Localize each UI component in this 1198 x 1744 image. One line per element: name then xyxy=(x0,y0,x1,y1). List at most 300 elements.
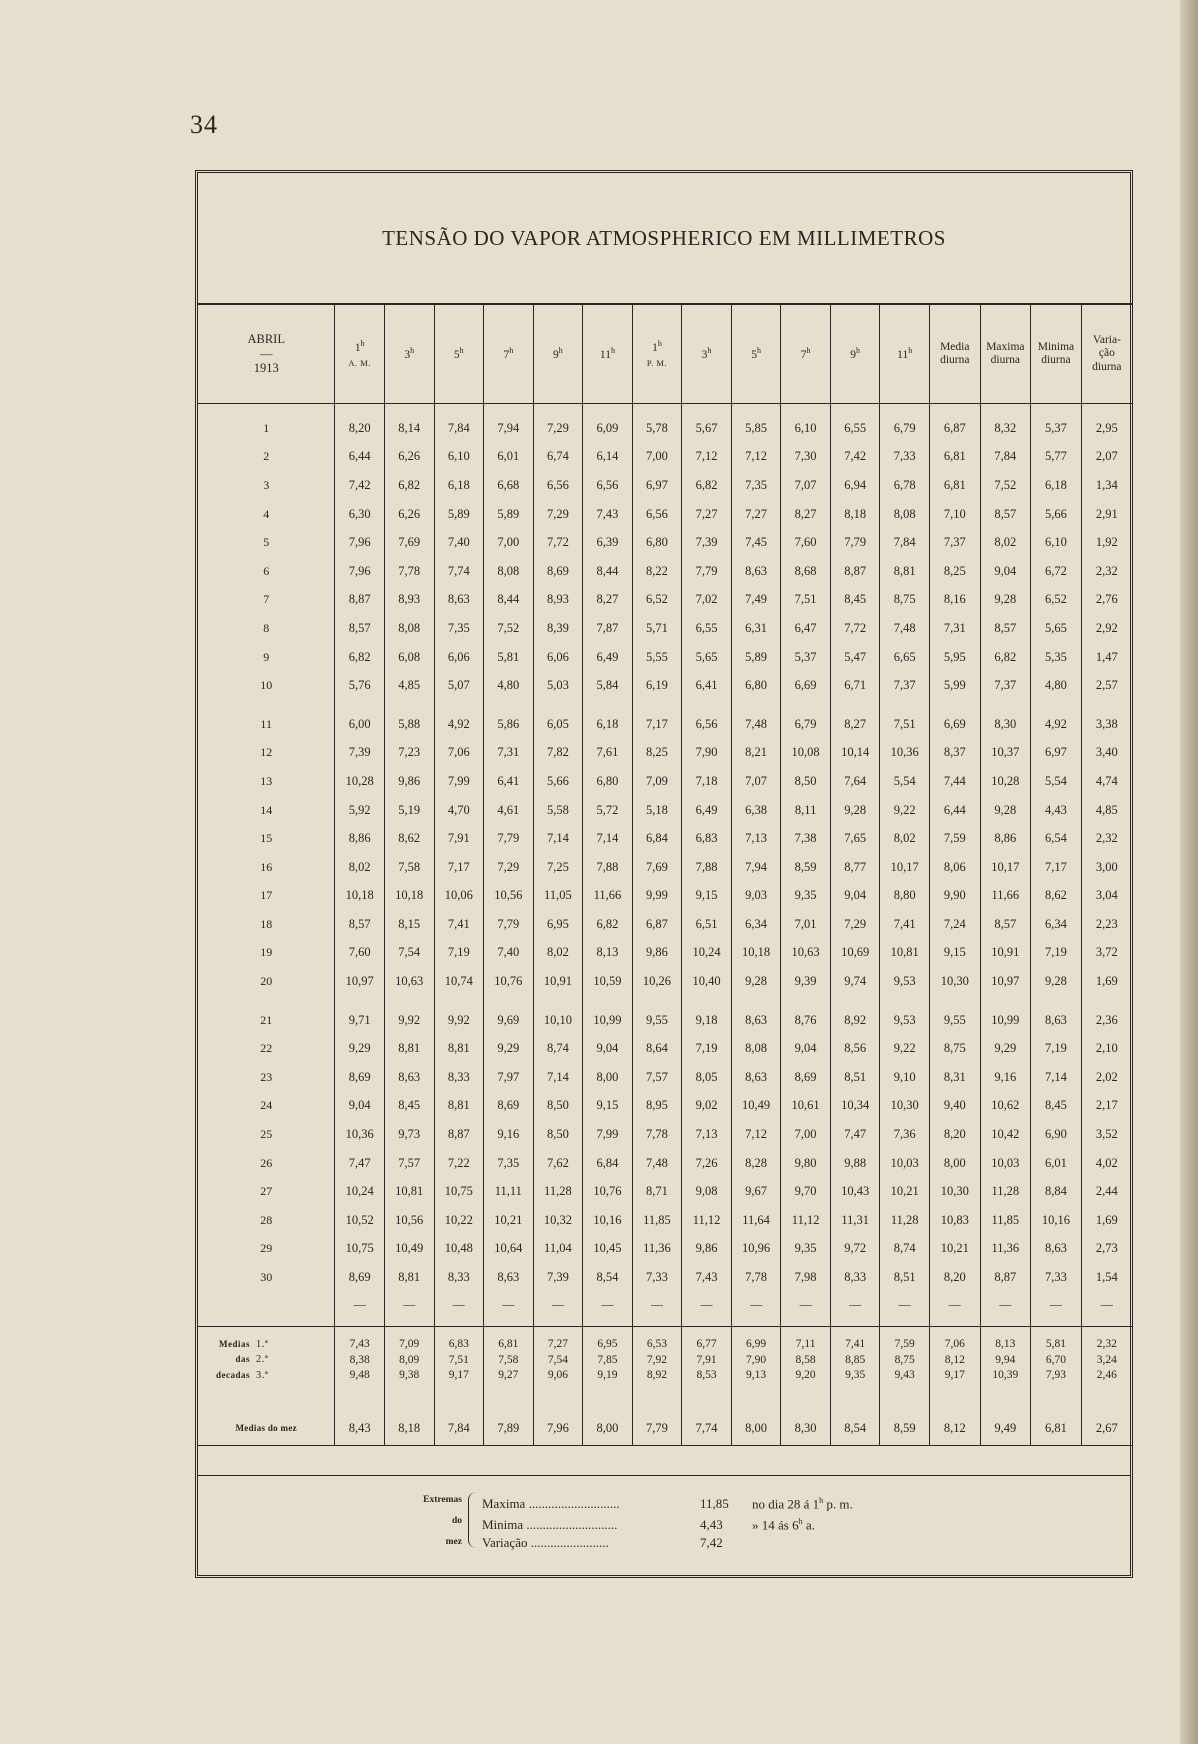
value-cell: 8,02 xyxy=(533,939,583,968)
day-cell: 8 xyxy=(263,620,270,635)
blank-cell xyxy=(830,700,880,710)
value-cell: 8,69 xyxy=(781,1063,831,1092)
blank-cell xyxy=(533,404,583,415)
value-cell: 6,31 xyxy=(731,614,781,643)
value-cell: 10,91 xyxy=(533,967,583,996)
day-cell: 23 xyxy=(260,1069,273,1084)
value-cell: 6,80 xyxy=(731,671,781,700)
value-cell: 5,92 xyxy=(335,796,385,825)
value-cell: 7,12 xyxy=(731,443,781,472)
value-cell: 9,35 xyxy=(781,882,831,911)
blank-cell xyxy=(1031,700,1082,710)
value-cell: 7,62 xyxy=(533,1149,583,1178)
value-cell: 8,51 xyxy=(880,1263,930,1292)
blank-cell xyxy=(980,404,1031,415)
value-cell: 8,63 xyxy=(731,557,781,586)
value-cell: 7,84 xyxy=(434,414,484,443)
value-cell: 7,88 xyxy=(583,853,633,882)
value-cell: 8,87 xyxy=(434,1120,484,1149)
value-cell: 8,22 xyxy=(632,557,682,586)
value-cell: 10,14 xyxy=(830,739,880,768)
hour-suffix: h xyxy=(707,345,712,355)
value-cell: 7,17 xyxy=(632,710,682,739)
value-cell: 8,76 xyxy=(781,1006,831,1035)
value-cell: 6,01 xyxy=(484,443,534,472)
value-cell: 10,21 xyxy=(484,1206,534,1235)
table-row xyxy=(198,586,1132,615)
value-cell: 6,47 xyxy=(781,614,831,643)
decade-row xyxy=(198,1368,1132,1384)
blank-cell xyxy=(434,1326,484,1337)
decade-value: 6,70 xyxy=(1031,1352,1082,1368)
value-cell: 9,02 xyxy=(682,1092,732,1121)
hour-number: 7 xyxy=(503,348,510,361)
value-cell: 7,78 xyxy=(731,1263,781,1292)
value-cell: 7,00 xyxy=(632,443,682,472)
blank-cell xyxy=(583,1383,633,1411)
extreme-detail: no dia 28 á 1 xyxy=(752,1496,820,1512)
blank-cell xyxy=(1081,1318,1132,1327)
value-cell: 11,85 xyxy=(980,1206,1031,1235)
decade-value: 9,35 xyxy=(830,1368,880,1384)
decade-label xyxy=(198,1352,335,1368)
value-cell: 6,95 xyxy=(533,910,583,939)
decade-value: 8,53 xyxy=(682,1368,732,1384)
blank-cell xyxy=(929,1383,980,1411)
table-row xyxy=(198,443,1132,472)
value-cell: 8,87 xyxy=(980,1263,1031,1292)
value-cell: 7,33 xyxy=(632,1263,682,1292)
value-cell: 1,92 xyxy=(1081,528,1132,557)
blank-cell xyxy=(434,700,484,710)
value-cell: 6,14 xyxy=(583,443,633,472)
value-cell: 9,92 xyxy=(384,1006,434,1035)
value-cell: 8,57 xyxy=(980,614,1031,643)
value-cell: 7,17 xyxy=(1031,853,1082,882)
value-cell: 8,27 xyxy=(583,586,633,615)
decade-value: 7,41 xyxy=(830,1337,880,1353)
value-cell: 6,82 xyxy=(980,643,1031,672)
header-stat-line: ção xyxy=(1098,347,1115,360)
day-cell: 2 xyxy=(263,449,270,464)
value-cell: 7,02 xyxy=(682,586,732,615)
value-cell: 6,34 xyxy=(731,910,781,939)
value-cell: 7,84 xyxy=(980,443,1031,472)
header-hour xyxy=(830,304,880,404)
value-cell: 8,95 xyxy=(632,1092,682,1121)
value-cell: 7,35 xyxy=(484,1149,534,1178)
day-cell: 5 xyxy=(263,535,270,550)
month-means-value: 7,89 xyxy=(484,1411,534,1446)
dash-cell: — xyxy=(830,1292,880,1318)
value-cell: 8,08 xyxy=(484,557,534,586)
value-cell: 10,81 xyxy=(880,939,930,968)
table-row xyxy=(198,614,1132,643)
separator-row xyxy=(198,1318,1132,1327)
value-cell: 7,36 xyxy=(880,1120,930,1149)
value-cell: 5,18 xyxy=(632,796,682,825)
decade-value: 9,20 xyxy=(781,1368,831,1384)
value-cell: 7,09 xyxy=(632,767,682,796)
value-cell: 3,00 xyxy=(1081,853,1132,882)
value-cell: 6,87 xyxy=(632,910,682,939)
dash-cell: — xyxy=(980,1292,1031,1318)
value-cell: 10,96 xyxy=(731,1235,781,1264)
hour-suffix: h xyxy=(806,345,811,355)
value-cell: 7,78 xyxy=(632,1120,682,1149)
value-cell: 8,21 xyxy=(731,739,781,768)
hour-number: 11 xyxy=(599,348,611,361)
month-means-value: 7,79 xyxy=(632,1411,682,1446)
dash-cell: — xyxy=(335,1292,385,1318)
value-cell: 8,25 xyxy=(632,739,682,768)
value-cell: 7,51 xyxy=(880,710,930,739)
value-cell: 9,39 xyxy=(781,967,831,996)
value-cell: 7,69 xyxy=(384,528,434,557)
value-cell: 6,41 xyxy=(682,671,732,700)
value-cell: 7,48 xyxy=(880,614,930,643)
value-cell: 6,01 xyxy=(1031,1149,1082,1178)
value-cell: 9,15 xyxy=(682,882,732,911)
day-cell: 11 xyxy=(260,716,272,731)
decade-value: 7,06 xyxy=(929,1337,980,1353)
blank-cell xyxy=(434,1318,484,1327)
value-cell: 6,79 xyxy=(781,710,831,739)
value-cell: 10,03 xyxy=(980,1149,1031,1178)
blank-cell xyxy=(533,1383,583,1411)
extreme-value: 7,42 xyxy=(700,1535,723,1550)
blank-cell xyxy=(198,404,335,415)
value-cell: 5,78 xyxy=(632,414,682,443)
value-cell: 10,56 xyxy=(484,882,534,911)
value-cell: 7,19 xyxy=(1031,1034,1082,1063)
blank-cell xyxy=(533,1326,583,1337)
value-cell: 11,12 xyxy=(781,1206,831,1235)
value-cell: 9,04 xyxy=(980,557,1031,586)
value-cell: 9,29 xyxy=(335,1034,385,1063)
value-cell: 7,29 xyxy=(533,500,583,529)
value-cell: 7,99 xyxy=(434,767,484,796)
dash-cell: — xyxy=(484,1292,534,1318)
value-cell: 9,71 xyxy=(335,1006,385,1035)
value-cell: 9,10 xyxy=(880,1063,930,1092)
blank-cell xyxy=(198,1326,335,1337)
value-cell: 8,33 xyxy=(434,1063,484,1092)
value-cell: 6,54 xyxy=(1031,824,1082,853)
value-cell: 8,59 xyxy=(781,853,831,882)
decade-value: 7,90 xyxy=(731,1352,781,1368)
value-cell: 11,36 xyxy=(980,1235,1031,1264)
day-cell: 25 xyxy=(260,1127,273,1142)
blank-cell xyxy=(880,996,930,1006)
value-cell: 7,35 xyxy=(434,614,484,643)
value-cell: 7,59 xyxy=(929,824,980,853)
value-cell: 7,47 xyxy=(830,1120,880,1149)
hour-suffix: h xyxy=(509,345,514,355)
blank-cell xyxy=(533,996,583,1006)
value-cell: 4,80 xyxy=(484,671,534,700)
value-cell: 11,66 xyxy=(980,882,1031,911)
value-cell: 6,30 xyxy=(335,500,385,529)
value-cell: 8,87 xyxy=(830,557,880,586)
value-cell: 9,88 xyxy=(830,1149,880,1178)
blank-cell xyxy=(1081,996,1132,1006)
blank-cell xyxy=(830,1383,880,1411)
value-cell: 11,04 xyxy=(533,1235,583,1264)
value-cell: 2,92 xyxy=(1081,614,1132,643)
value-cell: 8,57 xyxy=(980,500,1031,529)
blank-cell xyxy=(682,1383,732,1411)
blank-cell xyxy=(880,1383,930,1411)
value-cell: 4,85 xyxy=(1081,796,1132,825)
decade-value: 6,77 xyxy=(682,1337,732,1353)
value-cell: 6,74 xyxy=(533,443,583,472)
blank-cell xyxy=(335,996,385,1006)
blank-cell xyxy=(1081,404,1132,415)
value-cell: 8,50 xyxy=(533,1092,583,1121)
hour-suffix: h xyxy=(756,345,761,355)
blank-cell xyxy=(484,1318,534,1327)
value-cell: 7,26 xyxy=(682,1149,732,1178)
value-cell: 8,27 xyxy=(781,500,831,529)
month-extremes xyxy=(198,1475,1130,1552)
value-cell: 8,62 xyxy=(1031,882,1082,911)
value-cell: 2,91 xyxy=(1081,500,1132,529)
table-row xyxy=(198,528,1132,557)
blank-cell xyxy=(682,1326,732,1337)
value-cell: 10,75 xyxy=(434,1177,484,1206)
value-cell: 7,54 xyxy=(384,939,434,968)
value-cell: 7,57 xyxy=(632,1063,682,1092)
table-row xyxy=(198,1092,1132,1121)
blank-cell xyxy=(980,700,1031,710)
value-cell: 7,97 xyxy=(484,1063,534,1092)
hour-suffix: h xyxy=(360,339,365,349)
table-row xyxy=(198,853,1132,882)
value-cell: 7,19 xyxy=(434,939,484,968)
value-cell: 6,87 xyxy=(929,414,980,443)
decade-value: 8,13 xyxy=(980,1337,1031,1353)
value-cell: 9,55 xyxy=(632,1006,682,1035)
value-cell: 7,65 xyxy=(830,824,880,853)
blank-cell xyxy=(198,1318,335,1327)
value-cell: 6,82 xyxy=(583,910,633,939)
value-cell: 7,42 xyxy=(830,443,880,472)
value-cell: 7,19 xyxy=(682,1034,732,1063)
value-cell: 4,85 xyxy=(384,671,434,700)
blank-cell xyxy=(1081,700,1132,710)
header-stat-line: diurna xyxy=(1041,354,1071,366)
value-cell: 4,61 xyxy=(484,796,534,825)
value-cell: 7,48 xyxy=(731,710,781,739)
hour-number: 3 xyxy=(701,348,708,361)
table-row xyxy=(198,710,1132,739)
value-cell: 6,78 xyxy=(880,471,930,500)
value-cell: 10,18 xyxy=(335,882,385,911)
value-cell: 9,53 xyxy=(880,967,930,996)
value-cell: 9,67 xyxy=(731,1177,781,1206)
blank-cell xyxy=(980,1383,1031,1411)
extreme-row xyxy=(482,1511,815,1532)
value-cell: 7,52 xyxy=(484,614,534,643)
value-cell: 6,82 xyxy=(384,471,434,500)
blank-cell xyxy=(980,996,1031,1006)
value-cell: 6,83 xyxy=(682,824,732,853)
day-cell: 18 xyxy=(260,916,273,931)
value-cell: 11,11 xyxy=(484,1177,534,1206)
value-cell: 7,17 xyxy=(434,853,484,882)
day-cell: 24 xyxy=(260,1098,273,1113)
value-cell: 7,45 xyxy=(731,528,781,557)
value-cell: 6,18 xyxy=(434,471,484,500)
blank-cell xyxy=(198,996,335,1006)
value-cell: 6,81 xyxy=(929,443,980,472)
value-cell: 7,37 xyxy=(929,528,980,557)
value-cell: 6,09 xyxy=(583,414,633,443)
value-cell: 6,79 xyxy=(880,414,930,443)
header-stat-line: Maxima xyxy=(986,340,1025,353)
value-cell: 8,63 xyxy=(731,1063,781,1092)
value-cell: 8,92 xyxy=(830,1006,880,1035)
blank-cell xyxy=(1031,1383,1082,1411)
value-cell: 10,76 xyxy=(484,967,534,996)
value-cell: 10,16 xyxy=(1031,1206,1082,1235)
value-cell: 7,40 xyxy=(484,939,534,968)
value-cell: 10,24 xyxy=(335,1177,385,1206)
value-cell: 8,77 xyxy=(830,853,880,882)
header-stat-line: diurna xyxy=(1092,360,1122,373)
page-number: 34 xyxy=(190,110,218,139)
value-cell: 10,48 xyxy=(434,1235,484,1264)
value-cell: 7,00 xyxy=(781,1120,831,1149)
value-cell: 6,94 xyxy=(830,471,880,500)
blank-cell xyxy=(583,1318,633,1327)
value-cell: 10,24 xyxy=(682,939,732,968)
value-cell: 9,29 xyxy=(980,1034,1031,1063)
value-cell: 7,22 xyxy=(434,1149,484,1178)
header-stat-line: Varia- xyxy=(1092,334,1121,347)
day-cell: 15 xyxy=(260,831,273,846)
spacer-row xyxy=(198,404,1132,415)
value-cell: 7,99 xyxy=(583,1120,633,1149)
value-cell: 2,32 xyxy=(1081,557,1132,586)
value-cell: 6,65 xyxy=(880,643,930,672)
blank-cell xyxy=(781,700,831,710)
value-cell: 5,47 xyxy=(830,643,880,672)
header-stat xyxy=(980,304,1031,404)
value-cell: 10,21 xyxy=(880,1177,930,1206)
value-cell: 7,06 xyxy=(434,739,484,768)
day-cell: 9 xyxy=(263,649,270,664)
blank-cell xyxy=(335,700,385,710)
value-cell: 7,72 xyxy=(830,614,880,643)
value-cell: 7,31 xyxy=(484,739,534,768)
value-cell: 5,67 xyxy=(682,414,732,443)
value-cell: 4,02 xyxy=(1081,1149,1132,1178)
value-cell: 6,34 xyxy=(1031,910,1082,939)
dash-cell: — xyxy=(731,1292,781,1318)
value-cell: 8,06 xyxy=(929,853,980,882)
header-hour xyxy=(682,304,732,404)
table-title: TENSÃO DO VAPOR ATMOSPHERICO EM MILLIMETROS xyxy=(382,226,946,250)
value-cell: 9,80 xyxy=(781,1149,831,1178)
blank-cell xyxy=(583,700,633,710)
decade-value: 6,81 xyxy=(484,1337,534,1353)
extreme-label: Minima ............................ xyxy=(482,1517,618,1533)
value-cell: 9,73 xyxy=(384,1120,434,1149)
header-stat xyxy=(1081,304,1132,404)
value-cell: 11,12 xyxy=(682,1206,732,1235)
hour-number: 11 xyxy=(897,348,909,361)
value-cell: 7,79 xyxy=(484,910,534,939)
value-cell: 7,82 xyxy=(533,739,583,768)
value-cell: 4,43 xyxy=(1031,796,1082,825)
value-cell: 8,30 xyxy=(980,710,1031,739)
value-cell: 2,23 xyxy=(1081,910,1132,939)
value-cell: 8,27 xyxy=(830,710,880,739)
value-cell: 7,88 xyxy=(682,853,732,882)
value-cell: 10,56 xyxy=(384,1206,434,1235)
value-cell: 7,07 xyxy=(731,767,781,796)
header-hour xyxy=(484,304,534,404)
value-cell: 2,44 xyxy=(1081,1177,1132,1206)
value-cell: 8,75 xyxy=(880,586,930,615)
value-cell: 10,18 xyxy=(731,939,781,968)
value-cell: 8,86 xyxy=(335,824,385,853)
value-cell: 9,08 xyxy=(682,1177,732,1206)
value-cell: 7,78 xyxy=(384,557,434,586)
blank-cell xyxy=(198,1292,335,1318)
value-cell: 9,70 xyxy=(781,1177,831,1206)
table-row xyxy=(198,1149,1132,1178)
value-cell: 6,52 xyxy=(1031,586,1082,615)
table-row xyxy=(198,824,1132,853)
value-cell: 11,64 xyxy=(731,1206,781,1235)
value-cell: 8,87 xyxy=(335,586,385,615)
day-cell: 4 xyxy=(263,506,270,521)
blank-cell xyxy=(484,1383,534,1411)
value-cell: 9,92 xyxy=(434,1006,484,1035)
value-cell: 7,49 xyxy=(731,586,781,615)
blank-cell xyxy=(384,1326,434,1337)
value-cell: 10,10 xyxy=(533,1006,583,1035)
value-cell: 9,16 xyxy=(980,1063,1031,1092)
value-cell: 9,55 xyxy=(929,1006,980,1035)
value-cell: 9,29 xyxy=(484,1034,534,1063)
value-cell: 2,36 xyxy=(1081,1006,1132,1035)
value-cell: 7,57 xyxy=(384,1149,434,1178)
hour-number: 5 xyxy=(751,348,757,361)
value-cell: 8,51 xyxy=(830,1063,880,1092)
blank-cell xyxy=(929,700,980,710)
decade-value: 8,38 xyxy=(335,1352,385,1368)
value-cell: 11,66 xyxy=(583,882,633,911)
value-cell: 7,47 xyxy=(335,1149,385,1178)
month-means-value: 7,74 xyxy=(682,1411,732,1446)
decade-ordinal: 1.ª xyxy=(256,1338,269,1350)
month-means-value: 7,84 xyxy=(434,1411,484,1446)
table-row xyxy=(198,643,1132,672)
value-cell: 8,20 xyxy=(929,1120,980,1149)
blank-cell xyxy=(434,1383,484,1411)
value-cell: 6,69 xyxy=(929,710,980,739)
value-cell: 10,28 xyxy=(980,767,1031,796)
value-cell: 5,55 xyxy=(632,643,682,672)
value-cell: 6,18 xyxy=(583,710,633,739)
value-cell: 6,55 xyxy=(830,414,880,443)
decade-value: 9,06 xyxy=(533,1368,583,1384)
value-cell: 5,77 xyxy=(1031,443,1082,472)
